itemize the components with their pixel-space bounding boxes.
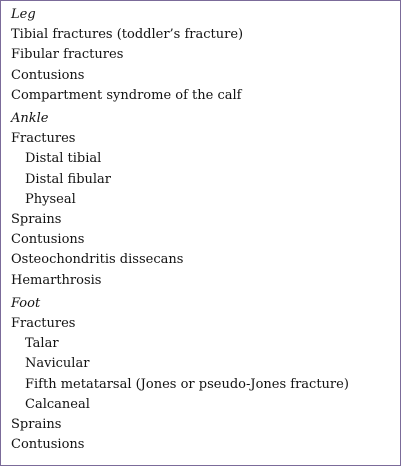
injury-list	[11, 5, 394, 455]
list-item: Contusions	[11, 437, 85, 453]
list-item: Tibial fractures (toddler’s fracture)	[11, 27, 244, 43]
list-item: Compartment syndrome of the calf	[11, 87, 242, 103]
list-subitem: Fifth metatarsal (Jones or pseudo-Jones fracture)	[25, 376, 349, 392]
list-subitem: Navicular	[25, 356, 90, 372]
list-item: Osteochondritis dissecans	[11, 252, 184, 268]
list-subitem: Calcaneal	[25, 396, 90, 412]
list-item: Contusions	[11, 67, 85, 83]
list-subitem: Distal fibular	[25, 171, 112, 187]
list-item: Hemarthrosis	[11, 272, 102, 288]
section-heading-leg: Leg	[11, 7, 36, 22]
list-item: Contusions	[11, 232, 85, 248]
list-item: Fractures	[11, 316, 76, 332]
list-subitem: Physeal	[25, 191, 76, 207]
list-subitem: Distal tibial	[25, 151, 102, 167]
list-item: Fractures	[11, 131, 76, 147]
section-heading-ankle: Ankle	[11, 111, 49, 127]
list-item: Sprains	[11, 417, 62, 433]
list-item: Sprains	[11, 212, 62, 228]
list-item: Fibular fractures	[11, 47, 124, 63]
list-subitem: Talar	[25, 336, 59, 352]
section-heading-foot: Foot	[11, 295, 41, 311]
